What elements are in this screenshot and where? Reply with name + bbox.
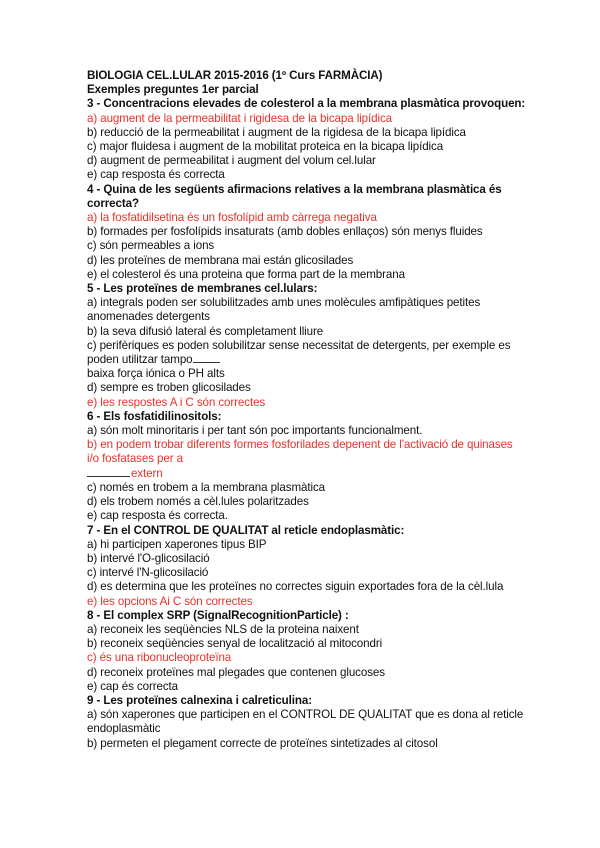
question-5-option-c-continued: baixa força iónica o PH alts	[87, 367, 225, 381]
question-5-option-d: d) sempre es troben glicosilades	[87, 381, 251, 395]
question-7-option-e-correct: e) les opcions Ai C són correctes	[87, 594, 253, 608]
question-3-option-c: c) major fluidesa i augment de la mobilitat proteica en la bicapa lipídica	[87, 140, 444, 154]
question-6-option-e: e) cap resposta és correcta.	[87, 509, 228, 523]
question-7-option-b: b) intervé l'O-glicosilació	[87, 551, 210, 565]
question-5-heading: 5 - Les proteïnes de membranes cel.lulars:	[87, 282, 318, 296]
question-8-heading: 8 - El complex SRP (SignalRecognitionParticle) :	[87, 608, 349, 622]
question-4-option-a-correct: a) la fosfatidilsetina és un fosfolípid amb càrrega negativa	[87, 211, 377, 225]
question-6-option-d: d) els trobem només a cèl.lules polaritzades	[87, 495, 309, 509]
question-3-option-a-correct: a) augment de la permeabilitat i rigidesa de la bicapa lipídica	[87, 111, 392, 125]
document-subtitle: Exemples preguntes 1er parcial	[87, 83, 259, 97]
answer-blank-underline	[193, 353, 220, 363]
answer-blank-underline	[87, 467, 130, 477]
question-7-option-c: c) intervé l'N-glicosilació	[87, 566, 209, 580]
question-8-option-b: b) reconeix seqüències senyal de localització al mitocondri	[87, 637, 383, 651]
question-4-option-d: d) les proteïnes de membrana mai están glicosilades	[87, 253, 354, 267]
question-9-heading: 9 - Les proteïnes calnexina i calreticulina:	[87, 693, 312, 707]
question-6-heading: 6 - Els fosfatidilinositols:	[87, 409, 222, 423]
question-8-option-a: a) reconeix les seqüències NLS de la proteina naixent	[87, 622, 359, 636]
question-9-option-a: a) són xaperones que participen en el CONTROL DE QUALITAT que es dona al reticle endoplasmàtic	[87, 708, 524, 736]
question-3-option-b: b) reducció de la permeabilitat i augment de la rigidesa de la bicapa lipídica	[87, 125, 466, 139]
question-3-option-e: e) cap resposta és correcta	[87, 168, 225, 182]
question-7-option-a: a) hi participen xaperones tipus BIP	[87, 537, 267, 551]
question-6-option-b-tail: extern	[131, 466, 163, 480]
question-8-option-e: e) cap és correcta	[87, 679, 178, 693]
question-5-option-b: b) la seva difusió lateral és completament lliure	[87, 324, 324, 338]
question-4-heading: 4 - Quina de les següents afirmacions relatives a la membrana plasmàtica és correcta?	[87, 182, 502, 210]
question-3-heading: 3 - Concentracions elevades de colesterol a la membrana plasmàtica provoquen:	[87, 97, 526, 111]
question-9-option-b: b) permeten el plegament correcte de proteïnes sintetizades al citosol	[87, 736, 438, 750]
exam-document	[87, 69, 527, 751]
question-4-option-c: c) són permeables a ions	[87, 239, 215, 253]
question-3-option-d: d) augment de permeabilitat i augment del volum cel.lular	[87, 154, 376, 168]
question-4-option-e: e) el colesterol és una proteina que forma part de la membrana	[87, 267, 405, 281]
document-title: BIOLOGIA CEL.LULAR 2015-2016 (1º Curs FARMÀCIA)	[87, 69, 383, 82]
question-8-option-c-correct: c) és una ribonucleoproteïna	[87, 651, 232, 665]
question-5-option-c	[87, 339, 527, 367]
question-5-option-c-text: c) perifèriques es poden solubilitzar sense necessitat de detergents, per exemple es poden utilitzar tampo	[87, 338, 511, 367]
question-5-option-a: a) integrals poden ser solubilitzades amb unes molècules amfipàtiques petites anomenades detergents	[87, 296, 481, 324]
question-6-option-a: a) són molt minoritaris i per tant són poc importants funcionalment.	[87, 424, 423, 438]
question-7-heading: 7 - En el CONTROL DE QUALITAT al reticle endoplasmàtic:	[87, 523, 405, 537]
question-6-option-b-correct: b) en podem trobar diferents formes fosforilades depenent de l'activació de quinases i/o fosfatases per a	[87, 438, 513, 466]
question-6-option-b-continued	[87, 467, 527, 481]
question-8-option-d: d) reconeix proteïnes mal plegades que contenen glucoses	[87, 665, 385, 679]
question-4-option-b: b) formades per fosfolípids insaturats (amb dobles enllaços) són menys fluides	[87, 225, 483, 239]
question-6-option-c: c) només en trobem a la membrana plasmàtica	[87, 480, 325, 494]
question-7-option-d: d) es determina que les proteïnes no correctes siguin exportades fora de la cèl.lula	[87, 580, 504, 594]
question-5-option-e-correct: e) les respostes A i C són correctes	[87, 395, 266, 409]
